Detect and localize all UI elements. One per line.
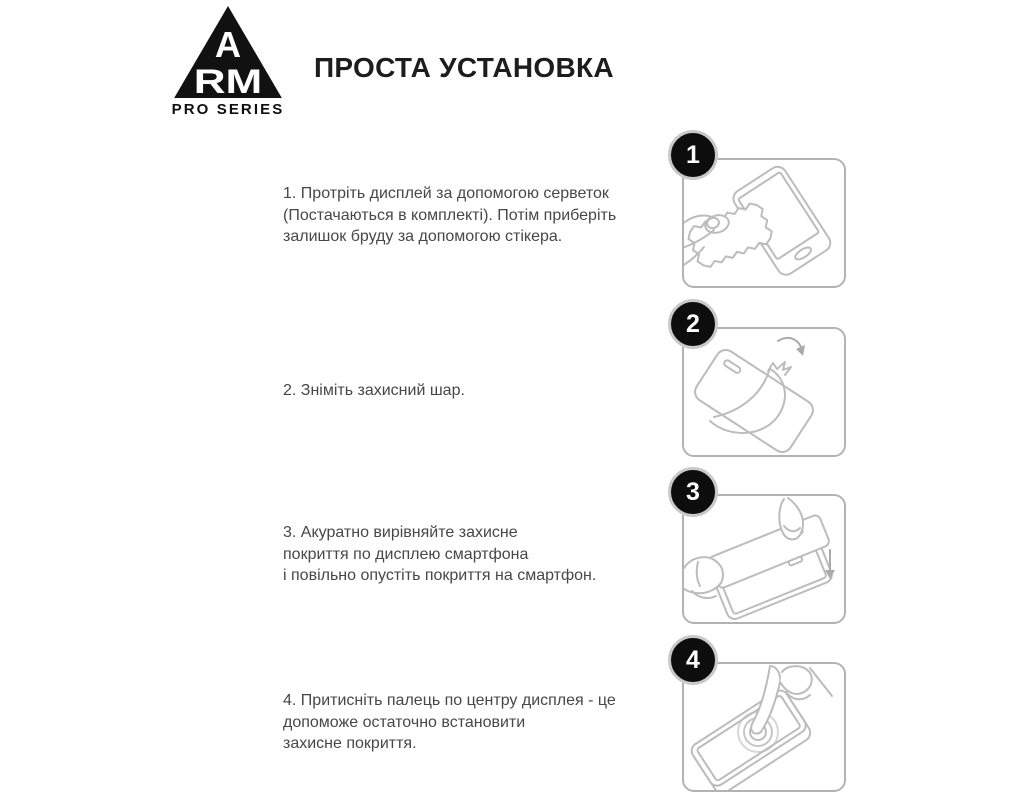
step-2-number-badge [668, 299, 718, 349]
step-3-text [283, 522, 683, 587]
step-4-number-badge [668, 635, 718, 685]
brand-logo [166, 5, 290, 118]
step-1-line-1: 1. Протріть дисплей за допомогою серветок [283, 185, 609, 202]
step-3-line-1: 3. Акуратно вирівняйте захисне [283, 524, 518, 541]
step-number: 1 [686, 140, 700, 169]
left-hand-icon [684, 557, 723, 598]
step-1-illustration-frame [682, 158, 846, 288]
peel-layer-illustration [684, 329, 844, 455]
step-1-line-3: залишок бруду за допомогою стікера. [283, 228, 563, 245]
logo-letter-bottom: RM [193, 63, 263, 99]
step-3-line-2: покриття по дисплею смартфона [283, 545, 529, 563]
step-number: 4 [686, 645, 700, 674]
step-1-number-badge [668, 130, 718, 180]
align-protector-illustration [684, 496, 844, 622]
step-1-line-2: (Постачаються в комплекті). Потім приберіть [283, 206, 617, 224]
peel-arrow-icon [778, 338, 805, 356]
screen-protector-icon [691, 346, 817, 455]
arm-triangle-logo-icon [173, 5, 283, 99]
step-3-illustration-frame [682, 494, 846, 624]
step-number: 2 [686, 309, 700, 338]
logo-subtitle: PRO SERIES [171, 101, 285, 118]
step-4-line-2: допоможе остаточно встановити [283, 713, 526, 731]
cleaning-cloth-icon [685, 200, 776, 271]
step-2-text [283, 380, 683, 402]
page-title: ПРОСТА УСТАНОВКА [314, 52, 614, 83]
step-4-line-1: 4. Притисніть палець по центру дисплея - це [283, 692, 616, 709]
step-4-text [283, 690, 683, 755]
logo-letter-top: A [214, 23, 242, 65]
wipe-display-illustration [684, 160, 844, 286]
step-2-line-1: 2. Зніміть захисний шар. [283, 382, 465, 399]
step-2-illustration-frame [682, 327, 846, 457]
step-4-illustration-frame [682, 662, 846, 792]
step-3-number-badge [668, 467, 718, 517]
phone-icon [689, 687, 814, 790]
step-number: 3 [686, 477, 700, 506]
step-1-text [283, 183, 683, 248]
press-center-illustration [684, 664, 844, 790]
step-4-line-3: захисне покриття. [283, 735, 417, 752]
right-hand-icon [779, 498, 803, 539]
step-3-line-3: і повільно опустіть покриття на смартфон. [283, 567, 597, 584]
